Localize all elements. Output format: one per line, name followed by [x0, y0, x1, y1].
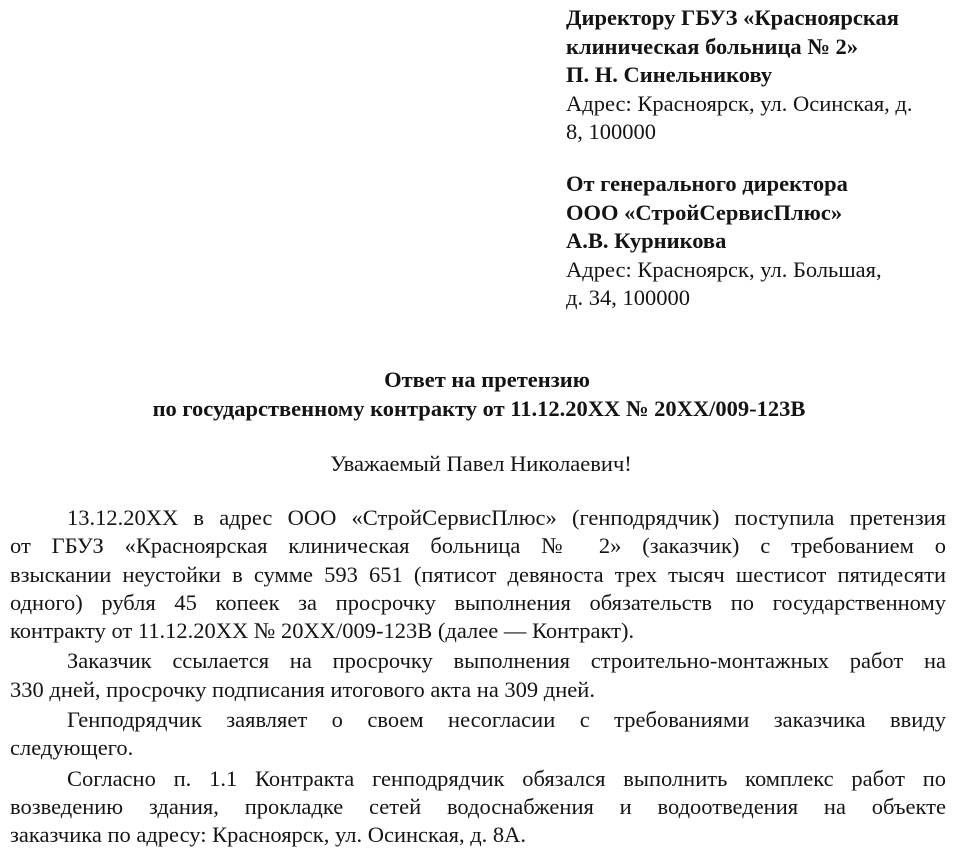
addressee-address-line2: 8, 100000 [566, 119, 656, 144]
sender-organization: ООО «СтройСервисПлюс» [566, 199, 843, 225]
paragraph-line: 330 дней, просрочку подписания итогового акта на 309 дней. [10, 676, 595, 702]
paragraph-line: 13.12.20ХХ в адрес ООО «СтройСервисПлюс» (генподрядчик) поступила претензия [67, 505, 946, 530]
paragraph-3 [10, 706, 946, 763]
paragraph-line: Генподрядчик заявляет о своем несогласии с требованиями заказчика ввиду [67, 707, 946, 733]
sender-position: От генерального директора [566, 171, 848, 196]
sender-address-line2: д. 34, 100000 [566, 285, 690, 310]
paragraph-line: от ГБУЗ «Красноярская клиническая больница № 2» (заказчик) с требованием о [10, 533, 946, 559]
paragraph-line: Согласно п. 1.1 Контракта генподрядчик обязался выполнить комплекс работ по [67, 765, 946, 791]
greeting: Уважаемый Павел Николаевич! [330, 451, 632, 476]
sender-block [566, 170, 948, 313]
title-line1: Ответ на претензию [384, 367, 590, 392]
paragraph-2 [10, 647, 946, 704]
sender-name: А.В. Курникова [566, 228, 727, 253]
paragraph-line: Заказчик ссылается на просрочку выполнения строительно-монтажных работ на [67, 648, 946, 674]
paragraph-line: взыскании неустойки в сумме 593 651 (пятисот девяноста трех тысяч шестисот пятидесяти [10, 561, 946, 587]
paragraph-1 [10, 504, 946, 645]
paragraph-line: одного) рубля 45 копеек за просрочку выполнения обязательств по государственному [10, 589, 946, 615]
paragraph-line: возведению здания, прокладке сетей водоснабжения и водоотведения на объекте [10, 793, 946, 819]
paragraph-line: следующего. [10, 735, 134, 761]
title-line2: по государственному контракту от 11.12.20ХХ № 20ХХ/009-123В [152, 395, 806, 421]
addressee-block [566, 4, 948, 147]
addressee-organization: клиническая больница № 2» [566, 33, 859, 59]
addressee-address-line1: Адрес: Красноярск, ул. Осинская, д. [566, 90, 913, 116]
addressee-name: П. Н. Синельникову [566, 62, 773, 87]
addressee-position: Директору ГБУЗ «Красноярская [566, 5, 899, 30]
paragraph-line: контракту от 11.12.20ХХ № 20ХХ/009-123В (далее — Контракт). [10, 618, 635, 644]
document-title [0, 366, 958, 423]
paragraph-line: заказчика по адресу: Красноярск, ул. Осинская, д. 8А. [10, 822, 527, 848]
letter-body [10, 504, 946, 852]
sender-address-line1: Адрес: Красноярск, ул. Большая, [566, 256, 882, 282]
paragraph-4 [10, 765, 946, 850]
